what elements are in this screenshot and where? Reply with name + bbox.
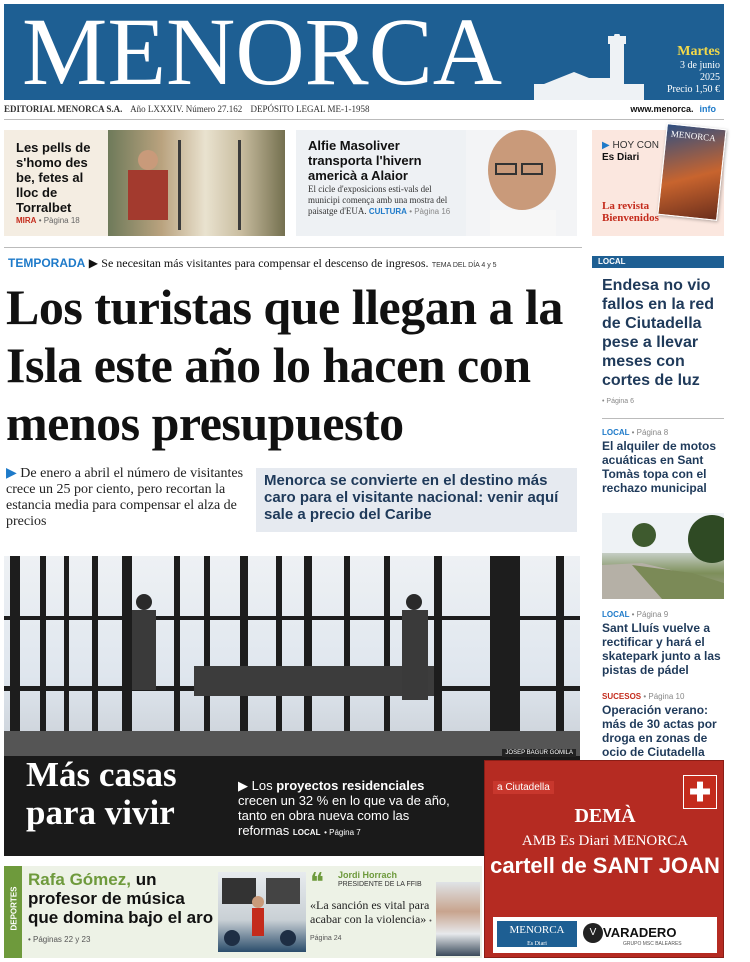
quote-icon: ❝ (310, 868, 324, 897)
legal-deposit: DEPÓSITO LEGAL ME-1-1958 (250, 104, 370, 114)
magazine-cover (657, 123, 726, 221)
teaser-pre-text: HOY CON (612, 140, 659, 151)
sidebar-item-section-label: LOCAL (602, 428, 630, 437)
photo-credit: JOSEP BAGUR GOMILA (502, 749, 576, 757)
date-year: 2025 (700, 72, 720, 83)
sidebar-item-skatepark[interactable] (602, 610, 724, 677)
sports-photo (218, 872, 306, 952)
quote-role: PRESIDENTE DE LA FFIB (338, 881, 422, 888)
teaser-page: • Pàgina 16 (409, 207, 451, 216)
feature-text (238, 778, 458, 840)
sidebar-item-motos[interactable] (602, 428, 724, 495)
teaser-ref (16, 216, 80, 225)
road-photo-icon (602, 513, 724, 599)
sports-block[interactable] (4, 866, 482, 958)
divider (4, 247, 582, 248)
promo-ad[interactable] (484, 760, 724, 958)
sidebar (592, 256, 724, 759)
teaser-section: MIRA (16, 216, 37, 225)
sports-title (28, 870, 218, 949)
teaser-photo (466, 130, 577, 236)
classroom-photo-icon (218, 872, 306, 952)
info-line (4, 104, 724, 120)
sidebar-item-section (602, 610, 724, 619)
teaser-photo (108, 130, 285, 236)
sidebar-item-section-label: SUCESOS (602, 692, 642, 701)
sports-title-rest: un profesor de música que domina bajo el aro (28, 870, 214, 927)
sidebar-lead-ref: • Página 6 (602, 398, 635, 405)
divider (602, 418, 724, 419)
kicker (8, 256, 588, 271)
teaser-desc: La revista Bienvenidos (602, 200, 659, 224)
ad-logo-menorca-text: MENORCA (509, 924, 565, 936)
ad-line-3: cartell de SANT JOAN (490, 853, 720, 878)
quote-text (310, 898, 440, 946)
highlight-text: Menorca se convierte en el destino más caro para el visitante nacional: venir aquí sale a precio del Caribe (264, 472, 559, 523)
teaser-brand: Es Diari (602, 152, 640, 163)
price: Precio 1,50 € (666, 84, 720, 95)
ad-logo-menorca (497, 921, 577, 947)
sidebar-section-label: LOCAL (592, 256, 724, 268)
feature-text-bold: proyectos residenciales (276, 778, 425, 793)
person-photo-icon (108, 130, 285, 236)
sidebar-lead-title[interactable]: Endesa no vio fallos en la red de Ciutadella pese a llevar meses con cortes de luz (602, 277, 715, 389)
kicker-section: TEMPORADA (8, 256, 86, 270)
sidebar-item-title: Operación verano: más de 30 actas por droga en zonas de ocio de Ciutadella (602, 703, 717, 759)
feature-ref-section: LOCAL (292, 828, 321, 837)
sidebar-item-page: • Página 10 (643, 692, 685, 701)
masthead (4, 4, 724, 100)
highlight-box (256, 468, 577, 532)
feature-text-rest: crecen un 32 % en lo que va de año, tanto en obra nueva como las reformas (238, 793, 450, 838)
date-date: 3 de junio (680, 60, 720, 71)
arrow-right-icon: ▶ (6, 466, 17, 481)
arrow-right-icon: ▶ (238, 778, 248, 793)
ad-footer (493, 917, 717, 953)
sidebar-item-sucesos[interactable] (602, 692, 724, 759)
website-tld: info (699, 104, 716, 114)
teaser-page: • Pàgina 18 (38, 216, 80, 225)
portrait-icon (466, 130, 577, 236)
teaser-section: CULTURA (368, 207, 407, 216)
construction-photo (4, 556, 580, 756)
sports-tab-label: DEPORTES (9, 886, 19, 931)
ad-line-1: DEMÀ (574, 805, 636, 827)
subheadline-text: De enero a abril el número de visitantes crece un 25 por ciento, pero recortan la estancia media para compensar el alza de precios (6, 466, 244, 529)
website-main: www.menorca. (630, 104, 694, 114)
feature-text-pre: Los (251, 778, 273, 793)
sidebar-photo (602, 513, 724, 599)
sports-tab (4, 866, 22, 958)
date-block (644, 44, 720, 96)
sidebar-item-page: • Página 9 (631, 610, 669, 619)
sidebar-item-section (602, 428, 724, 437)
main-headline[interactable]: Los turistas que llegan a la Isla este año lo hacen con menos presupuesto (6, 279, 563, 451)
ad-logo-varadero-sub: GRUPO MSC BALEARES (623, 941, 682, 947)
subheadline (6, 466, 246, 530)
teaser-pre (602, 140, 659, 151)
sports-ref: • Páginas 22 y 23 (28, 935, 91, 944)
feature-title: Más casas para vivir (26, 755, 177, 832)
year-issue: Año LXXXIV. Número 27.162 (130, 104, 243, 114)
date-day: Martes (677, 44, 720, 59)
ad-logo-menorca-sub: Es Diari (527, 941, 547, 947)
teaser-body (308, 184, 458, 217)
quote-name: Jordi Horrach (338, 870, 398, 880)
kicker-ref: TEMA DEL DÍA 4 y 5 (431, 262, 497, 269)
ad-logo-varadero: VARADERO (603, 925, 677, 940)
editorial: EDITORIAL MENORCA S.A. (4, 104, 123, 114)
teaser-title: Alfie Masoliver transporta l'hivern americà a Alaior (308, 138, 422, 183)
teaser-torralbet[interactable] (4, 130, 285, 236)
quote-body: «La sanción es vital para acabar con la violencia» (310, 898, 430, 926)
varadero-logo-icon: V (583, 923, 603, 943)
arrow-right-icon: ▶ (602, 140, 610, 151)
website-link[interactable] (630, 104, 716, 114)
teaser-magazine[interactable] (592, 130, 724, 236)
magazine-cover-logo: MENORCA (670, 128, 717, 144)
sports-name: Rafa Gómez, (28, 870, 131, 889)
teaser-title: Les pells de s'homo des be, fetes al lloc de Torralbet (16, 140, 91, 215)
quote-portrait (436, 882, 480, 956)
sidebar-item-page: • Página 8 (631, 428, 669, 437)
sidebar-item-section-label: LOCAL (602, 610, 630, 619)
feature-ref-page: • Página 7 (324, 828, 361, 837)
teaser-body-text: El cicle d'exposicions esti-vals del municipi comença amb una mostra del paisatge d'EUA. (308, 184, 448, 216)
ad-top-label: a Ciutadella (493, 781, 554, 794)
cross-icon: ✚ (683, 775, 717, 809)
teaser-masoliver[interactable] (296, 130, 577, 236)
quote-ref: • Página 24 (310, 918, 432, 942)
arrow-right-icon: ▶ (88, 256, 98, 270)
sidebar-item-title: Sant Lluís vuelve a rectificar y hará el skatepark junto a las pistas de pádel (602, 621, 721, 677)
kicker-text: Se necesitan más visitantes para compensar el descenso de ingresos. (101, 256, 429, 270)
construction-scaffold-icon (4, 556, 580, 756)
ad-line-2: AMB Es Diari MENORCA (521, 833, 689, 849)
sidebar-item-title: El alquiler de motos acuáticas en Sant Tomàs topa con el rechazo municipal (602, 439, 717, 495)
newspaper-logo[interactable]: MENORCA (22, 4, 503, 100)
lighthouse-icon (534, 34, 644, 100)
sidebar-item-section (602, 692, 724, 701)
